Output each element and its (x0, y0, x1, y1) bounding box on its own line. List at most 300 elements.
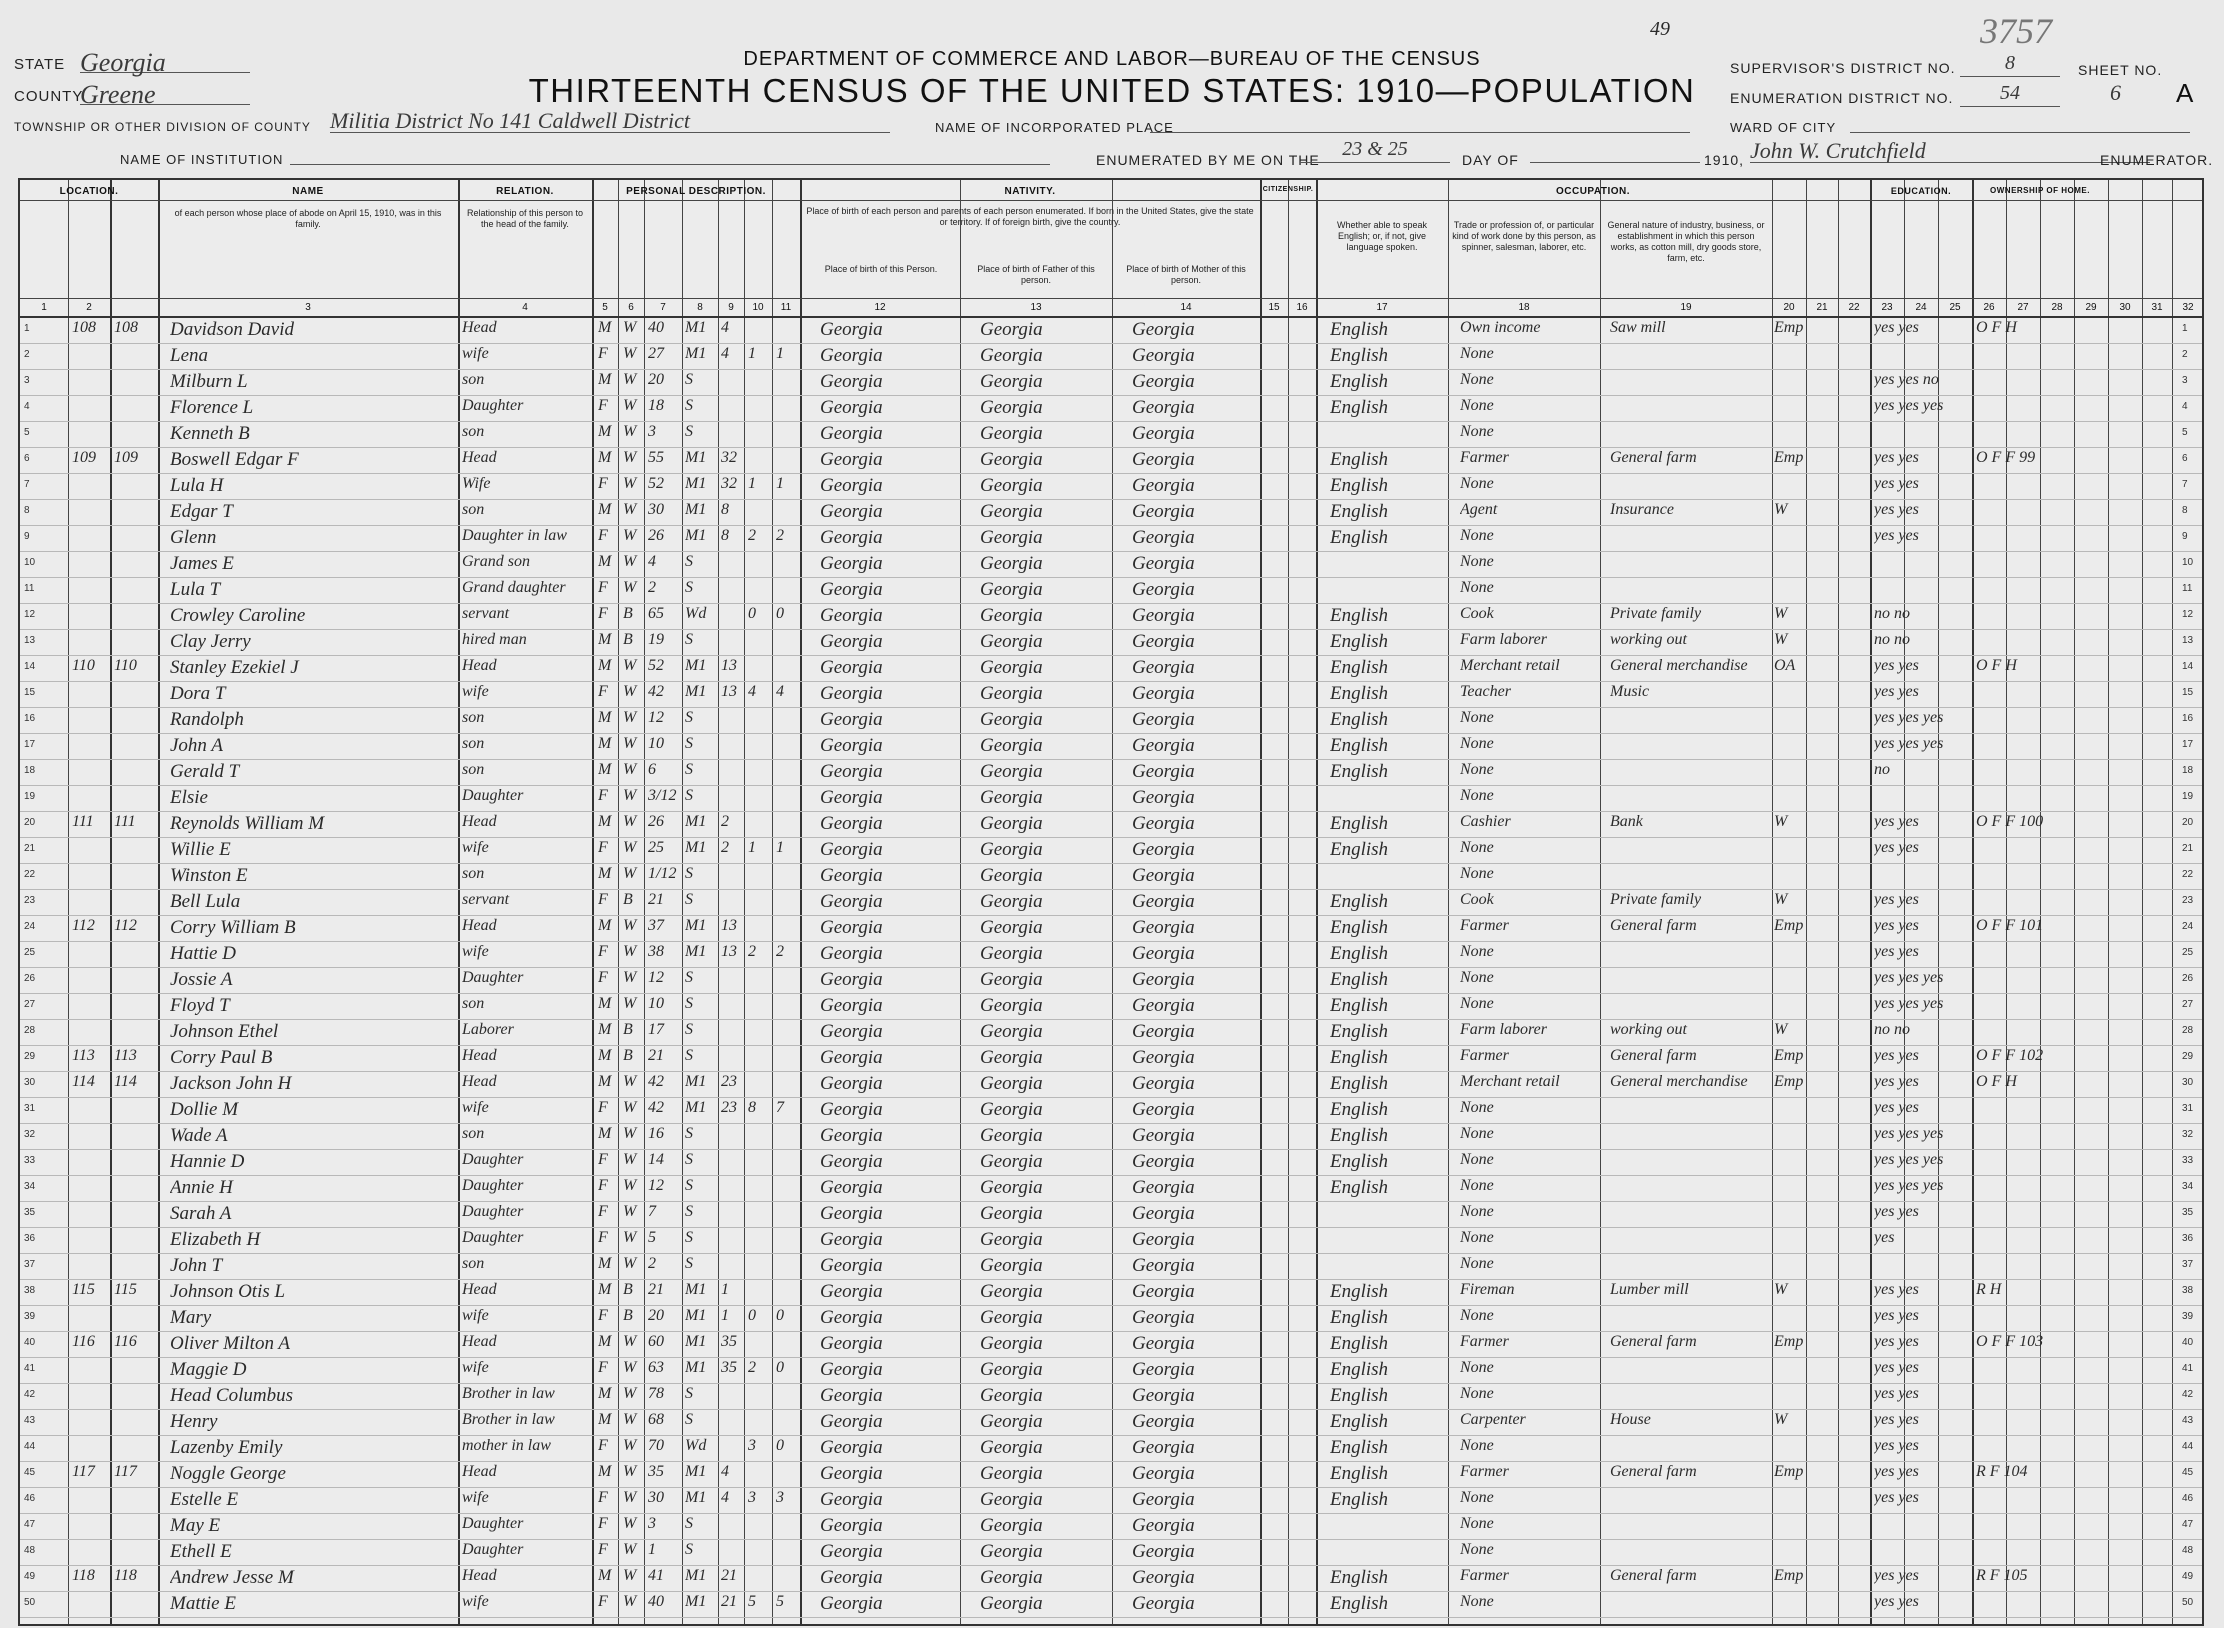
cell-age: 30 (648, 1489, 664, 1506)
cell-eng: English (1330, 527, 1389, 548)
cell-age: 38 (648, 943, 664, 960)
cell-age: 1 (648, 1541, 656, 1558)
line-number: 48 (24, 1545, 36, 1556)
table-row (20, 1383, 2202, 1410)
cell-own: O F F 100 (1976, 813, 2044, 830)
cell-rel: wife (462, 943, 489, 960)
cell-sex: M (598, 553, 612, 570)
cell-edu: no no (1874, 1021, 1910, 1038)
cell-age: 21 (648, 1047, 664, 1064)
line-number: 39 (24, 1311, 36, 1322)
cell-fam: 114 (114, 1073, 137, 1090)
cell-bp: Georgia (820, 657, 883, 678)
relation-description: Relationship of this person to the head of the family. (466, 208, 584, 229)
cell-ms: S (685, 1151, 693, 1168)
table-row (20, 473, 2202, 500)
line-number: 6 (24, 453, 30, 464)
cell-trade: None (1460, 969, 1494, 986)
cell-age: 60 (648, 1333, 664, 1350)
cell-rel: son (462, 709, 485, 726)
cell-name: John A (170, 735, 223, 756)
cell-age: 26 (648, 527, 664, 544)
cell-mb: Georgia (1132, 423, 1195, 444)
cell-ms: S (685, 1203, 693, 1220)
cell-name: Lena (170, 345, 208, 366)
cell-rel: Daughter (462, 1541, 524, 1558)
cell-name: Annie H (170, 1177, 233, 1198)
cell-mb: Georgia (1132, 1229, 1195, 1250)
cell-ms: S (685, 1385, 693, 1402)
cell-fb: Georgia (980, 397, 1043, 418)
cell-age: 3 (648, 1515, 656, 1532)
line-number: 32 (2182, 1129, 2194, 1140)
column-number: 16 (1296, 302, 1308, 313)
cell-sex: M (598, 449, 612, 466)
cell-age: 20 (648, 1307, 664, 1324)
line-number: 38 (24, 1285, 36, 1296)
incorporated-field (1150, 108, 1690, 133)
table-row (20, 941, 2202, 968)
cell-rel: son (462, 501, 485, 518)
cell-edu: yes yes (1874, 475, 1919, 492)
cell-liv: 5 (776, 1593, 784, 1610)
table-row (20, 603, 2202, 630)
cell-sex: F (598, 683, 608, 700)
cell-mb: Georgia (1132, 1541, 1195, 1562)
cell-bp: Georgia (820, 475, 883, 496)
cell-sex: M (598, 501, 612, 518)
cell-ind: General merchandise (1610, 1073, 1748, 1090)
institution-label: NAME OF INSTITUTION (120, 152, 284, 167)
cell-fb: Georgia (980, 683, 1043, 704)
cell-sex: F (598, 527, 608, 544)
line-number: 9 (24, 531, 30, 542)
cell-mb: Georgia (1132, 1177, 1195, 1198)
cell-trade: Farm laborer (1460, 631, 1547, 648)
cell-name: John T (170, 1255, 223, 1276)
line-number: 1 (2182, 323, 2188, 334)
cell-trade: None (1460, 839, 1494, 856)
cell-trade: Cook (1460, 891, 1494, 908)
cell-bp: Georgia (820, 1281, 883, 1302)
cell-eng: English (1330, 1359, 1389, 1380)
cell-edu: yes yes yes (1874, 397, 1944, 414)
cell-sex: M (598, 657, 612, 674)
line-number: 18 (24, 765, 36, 776)
cell-fb: Georgia (980, 371, 1043, 392)
cell-race: W (623, 1359, 637, 1376)
cell-dw: 118 (72, 1567, 95, 1584)
cell-yrs: 13 (721, 657, 737, 674)
cell-age: 10 (648, 735, 664, 752)
table-row (20, 1435, 2202, 1462)
table-row (20, 395, 2202, 422)
cell-trade: None (1460, 423, 1494, 440)
cell-rel: Head (462, 657, 497, 674)
cell-fb: Georgia (980, 839, 1043, 860)
cell-sex: M (598, 735, 612, 752)
cell-fb: Georgia (980, 1437, 1043, 1458)
cell-bp: Georgia (820, 553, 883, 574)
cell-name: Winston E (170, 865, 248, 886)
cell-sex: M (598, 1333, 612, 1350)
cell-race: W (623, 423, 637, 440)
cell-trade: None (1460, 995, 1494, 1012)
birth-mother-header: Place of birth of Mother of this person. (1126, 264, 1246, 285)
cell-rel: Daughter (462, 1515, 524, 1532)
cell-name: Boswell Edgar F (170, 449, 299, 470)
line-number: 39 (2182, 1311, 2194, 1322)
cell-race: B (623, 1047, 633, 1064)
cell-rel: Head (462, 1281, 497, 1298)
cell-dw: 115 (72, 1281, 95, 1298)
cell-own: O F H (1976, 1073, 2017, 1090)
cell-ind: General farm (1610, 1567, 1697, 1584)
cell-bp: Georgia (820, 1177, 883, 1198)
cell-name: Noggle George (170, 1463, 286, 1484)
cell-fb: Georgia (980, 917, 1043, 938)
cell-fb: Georgia (980, 1021, 1043, 1042)
cell-ms: M1 (685, 1333, 707, 1350)
cell-name: Mary (170, 1307, 212, 1328)
cell-fb: Georgia (980, 1255, 1043, 1276)
cell-age: 52 (648, 475, 664, 492)
cell-age: 41 (648, 1567, 664, 1584)
cell-trade: Farmer (1460, 1333, 1509, 1350)
cell-ms: S (685, 371, 693, 388)
cell-eng: English (1330, 683, 1389, 704)
cell-mb: Georgia (1132, 397, 1195, 418)
line-number: 32 (24, 1129, 36, 1140)
cell-race: W (623, 995, 637, 1012)
cell-rel: son (462, 865, 485, 882)
table-row (20, 1175, 2202, 1202)
column-number: 26 (1983, 302, 1995, 313)
cell-fb: Georgia (980, 1567, 1043, 1588)
cell-ms: M1 (685, 1463, 707, 1480)
group-location: LOCATION. (59, 186, 119, 197)
cell-race: W (623, 735, 637, 752)
cell-fam: 109 (114, 449, 138, 466)
cell-sex: M (598, 1047, 612, 1064)
cell-born: 8 (748, 1099, 756, 1116)
cell-race: W (623, 683, 637, 700)
line-number: 34 (2182, 1181, 2194, 1192)
cell-trade: None (1460, 553, 1494, 570)
cell-fb: Georgia (980, 1333, 1043, 1354)
cell-rel: Head (462, 1463, 497, 1480)
line-number: 40 (2182, 1337, 2194, 1348)
cell-ms: M1 (685, 319, 707, 336)
cell-bp: Georgia (820, 579, 883, 600)
cell-edu: yes yes (1874, 943, 1919, 960)
cell-bp: Georgia (820, 1411, 883, 1432)
cell-name: Florence L (170, 397, 254, 418)
group-nativity: NATIVITY. (1004, 186, 1056, 197)
cell-trade: None (1460, 1541, 1494, 1558)
line-number: 43 (24, 1415, 36, 1426)
column-number: 17 (1376, 302, 1388, 313)
cell-ind: Private family (1610, 891, 1702, 908)
cell-sex: M (598, 1411, 612, 1428)
line-number: 25 (2182, 947, 2194, 958)
cell-bp: Georgia (820, 813, 883, 834)
cell-rel: wife (462, 839, 489, 856)
cell-born: 1 (748, 839, 756, 856)
cell-fb: Georgia (980, 995, 1043, 1016)
cell-mb: Georgia (1132, 1593, 1195, 1614)
cell-bp: Georgia (820, 501, 883, 522)
column-number: 14 (1180, 302, 1192, 313)
line-number: 45 (24, 1467, 36, 1478)
cell-age: 6 (648, 761, 656, 778)
cell-ms: S (685, 1515, 693, 1532)
cell-rel: son (462, 735, 485, 752)
cell-fam: 110 (114, 657, 137, 674)
cell-sex: F (598, 345, 608, 362)
cell-eng: English (1330, 1307, 1389, 1328)
line-number: 29 (2182, 1051, 2194, 1062)
table-row (20, 785, 2202, 812)
line-number: 37 (24, 1259, 36, 1270)
line-number: 19 (24, 791, 36, 802)
cell-ms: M1 (685, 475, 707, 492)
cell-ind: working out (1610, 1021, 1687, 1038)
cell-ms: M1 (685, 1281, 707, 1298)
cell-fb: Georgia (980, 345, 1043, 366)
cell-race: W (623, 1463, 637, 1480)
cell-own: R F 105 (1976, 1567, 2028, 1584)
cell-rel: Head (462, 917, 497, 934)
cell-dw: 108 (72, 319, 96, 336)
cell-dw: 116 (72, 1333, 95, 1350)
cell-trade: None (1460, 1489, 1494, 1506)
cell-bp: Georgia (820, 527, 883, 548)
cell-eng: English (1330, 917, 1389, 938)
table-row (20, 1227, 2202, 1254)
cell-eng: English (1330, 345, 1389, 366)
cell-name: Crowley Caroline (170, 605, 306, 626)
column-number: 29 (2085, 302, 2097, 313)
cell-ms: M1 (685, 917, 707, 934)
cell-fam: 108 (114, 319, 138, 336)
cell-eng: English (1330, 1021, 1389, 1042)
line-number: 18 (2182, 765, 2194, 776)
cell-rel: Brother in law (462, 1385, 555, 1402)
cell-race: W (623, 839, 637, 856)
cell-race: W (623, 1515, 637, 1532)
cell-mb: Georgia (1132, 475, 1195, 496)
line-number: 42 (2182, 1389, 2194, 1400)
cell-born: 0 (748, 1307, 756, 1324)
cell-name: Maggie D (170, 1359, 247, 1380)
line-number: 6 (2182, 453, 2188, 464)
cell-age: 19 (648, 631, 664, 648)
cell-ms: M1 (685, 839, 707, 856)
cell-fb: Georgia (980, 709, 1043, 730)
cell-dw: 112 (72, 917, 95, 934)
cell-ms: S (685, 735, 693, 752)
cell-fb: Georgia (980, 319, 1043, 340)
cell-fb: Georgia (980, 1463, 1043, 1484)
cell-eng: English (1330, 1099, 1389, 1120)
cell-liv: 3 (776, 1489, 784, 1506)
cell-ms: M1 (685, 1567, 707, 1584)
cell-sex: M (598, 1281, 612, 1298)
cell-age: 16 (648, 1125, 664, 1142)
cell-edu: yes yes (1874, 1047, 1919, 1064)
line-number: 35 (2182, 1207, 2194, 1218)
cell-name: Johnson Otis L (170, 1281, 286, 1302)
line-number: 22 (24, 869, 36, 880)
cell-race: B (623, 1021, 633, 1038)
cell-liv: 2 (776, 527, 784, 544)
table-row (20, 499, 2202, 526)
cell-bp: Georgia (820, 1099, 883, 1120)
cell-liv: 0 (776, 1359, 784, 1376)
cell-eng: English (1330, 371, 1389, 392)
cell-rel: Daughter (462, 397, 524, 414)
line-number: 21 (2182, 843, 2194, 854)
column-number: 15 (1268, 302, 1280, 313)
cell-age: 52 (648, 657, 664, 674)
group-occupation: OCCUPATION. (1555, 186, 1630, 197)
cell-yrs: 4 (721, 1489, 729, 1506)
cell-name: Hattie D (170, 943, 236, 964)
line-number: 1 (24, 323, 30, 334)
cell-race: W (623, 787, 637, 804)
cell-dw: 113 (72, 1047, 95, 1064)
cell-sex: M (598, 1255, 612, 1272)
cell-eng: English (1330, 1593, 1389, 1614)
sheet-value: 6 (2110, 80, 2121, 105)
line-number: 3 (2182, 375, 2188, 386)
cell-fb: Georgia (980, 761, 1043, 782)
month-field (1530, 138, 1700, 163)
cell-bp: Georgia (820, 1125, 883, 1146)
cell-trade: None (1460, 1385, 1494, 1402)
cell-rel: Daughter (462, 1203, 524, 1220)
cell-mb: Georgia (1132, 1385, 1195, 1406)
cell-mb: Georgia (1132, 735, 1195, 756)
cell-emp: Emp (1774, 1333, 1804, 1350)
cell-yrs: 35 (721, 1359, 737, 1376)
cell-rel: Head (462, 813, 497, 830)
line-number: 33 (2182, 1155, 2194, 1166)
cell-born: 2 (748, 1359, 756, 1376)
column-number: 7 (660, 302, 666, 313)
table-row (20, 369, 2202, 396)
cell-name: Willie E (170, 839, 231, 860)
cell-mb: Georgia (1132, 787, 1195, 808)
line-number: 47 (2182, 1519, 2194, 1530)
cell-name: Lula H (170, 475, 224, 496)
sheet-label: SHEET NO. (2078, 62, 2163, 78)
cell-mb: Georgia (1132, 371, 1195, 392)
line-number: 31 (2182, 1103, 2194, 1114)
cell-yrs: 1 (721, 1281, 729, 1298)
cell-edu: no no (1874, 631, 1910, 648)
cell-mb: Georgia (1132, 995, 1195, 1016)
cell-bp: Georgia (820, 605, 883, 626)
table-row (20, 629, 2202, 656)
ward-label: WARD OF CITY (1730, 120, 1837, 135)
line-number: 36 (2182, 1233, 2194, 1244)
cell-fam: 112 (114, 917, 137, 934)
cell-trade: None (1460, 1307, 1494, 1324)
cell-ind: Lumber mill (1610, 1281, 1689, 1298)
cell-ind: Insurance (1610, 501, 1674, 518)
cell-fb: Georgia (980, 1541, 1043, 1562)
line-number: 22 (2182, 869, 2194, 880)
cell-race: W (623, 475, 637, 492)
cell-sex: F (598, 839, 608, 856)
cell-sex: M (598, 1125, 612, 1142)
line-number: 45 (2182, 1467, 2194, 1478)
cell-trade: Fireman (1460, 1281, 1515, 1298)
column-number: 2 (86, 302, 92, 313)
cell-ms: S (685, 397, 693, 414)
cell-trade: Carpenter (1460, 1411, 1526, 1428)
cell-eng: English (1330, 1047, 1389, 1068)
cell-race: W (623, 1541, 637, 1558)
cell-race: W (623, 761, 637, 778)
line-number: 27 (2182, 999, 2194, 1010)
cell-ms: S (685, 1125, 693, 1142)
line-number: 34 (24, 1181, 36, 1192)
cell-rel: son (462, 761, 485, 778)
line-number: 20 (24, 817, 36, 828)
cell-edu: yes yes (1874, 1359, 1919, 1376)
cell-rel: Head (462, 319, 497, 336)
cell-eng: English (1330, 501, 1389, 522)
cell-emp: W (1774, 891, 1788, 908)
cell-rel: son (462, 1255, 485, 1272)
line-number: 19 (2182, 791, 2194, 802)
line-number: 7 (2182, 479, 2188, 490)
group-ownership: OWNERSHIP OF HOME. (1990, 186, 2090, 195)
cell-fb: Georgia (980, 1151, 1043, 1172)
cell-rel: Daughter (462, 969, 524, 986)
cell-sex: F (598, 1099, 608, 1116)
table-row (20, 655, 2202, 682)
cell-sex: F (598, 1437, 608, 1454)
cell-trade: Own income (1460, 319, 1541, 336)
cell-sex: F (598, 969, 608, 986)
cell-emp: Emp (1774, 1047, 1804, 1064)
cell-age: 12 (648, 709, 664, 726)
line-number: 2 (2182, 349, 2188, 360)
cell-liv: 4 (776, 683, 784, 700)
cell-ms: S (685, 1047, 693, 1064)
cell-race: W (623, 319, 637, 336)
line-number: 10 (2182, 557, 2194, 568)
cell-sex: F (598, 1489, 608, 1506)
line-number: 29 (24, 1051, 36, 1062)
cell-bp: Georgia (820, 683, 883, 704)
cell-sex: F (598, 943, 608, 960)
cell-ind: Saw mill (1610, 319, 1666, 336)
cell-sex: M (598, 319, 612, 336)
cell-trade: Farmer (1460, 917, 1509, 934)
cell-emp: Emp (1774, 449, 1804, 466)
cell-edu: yes yes (1874, 1593, 1919, 1610)
cell-trade: None (1460, 787, 1494, 804)
line-number: 40 (24, 1337, 36, 1348)
cell-race: W (623, 969, 637, 986)
cell-race: W (623, 1099, 637, 1116)
cell-ms: M1 (685, 501, 707, 518)
